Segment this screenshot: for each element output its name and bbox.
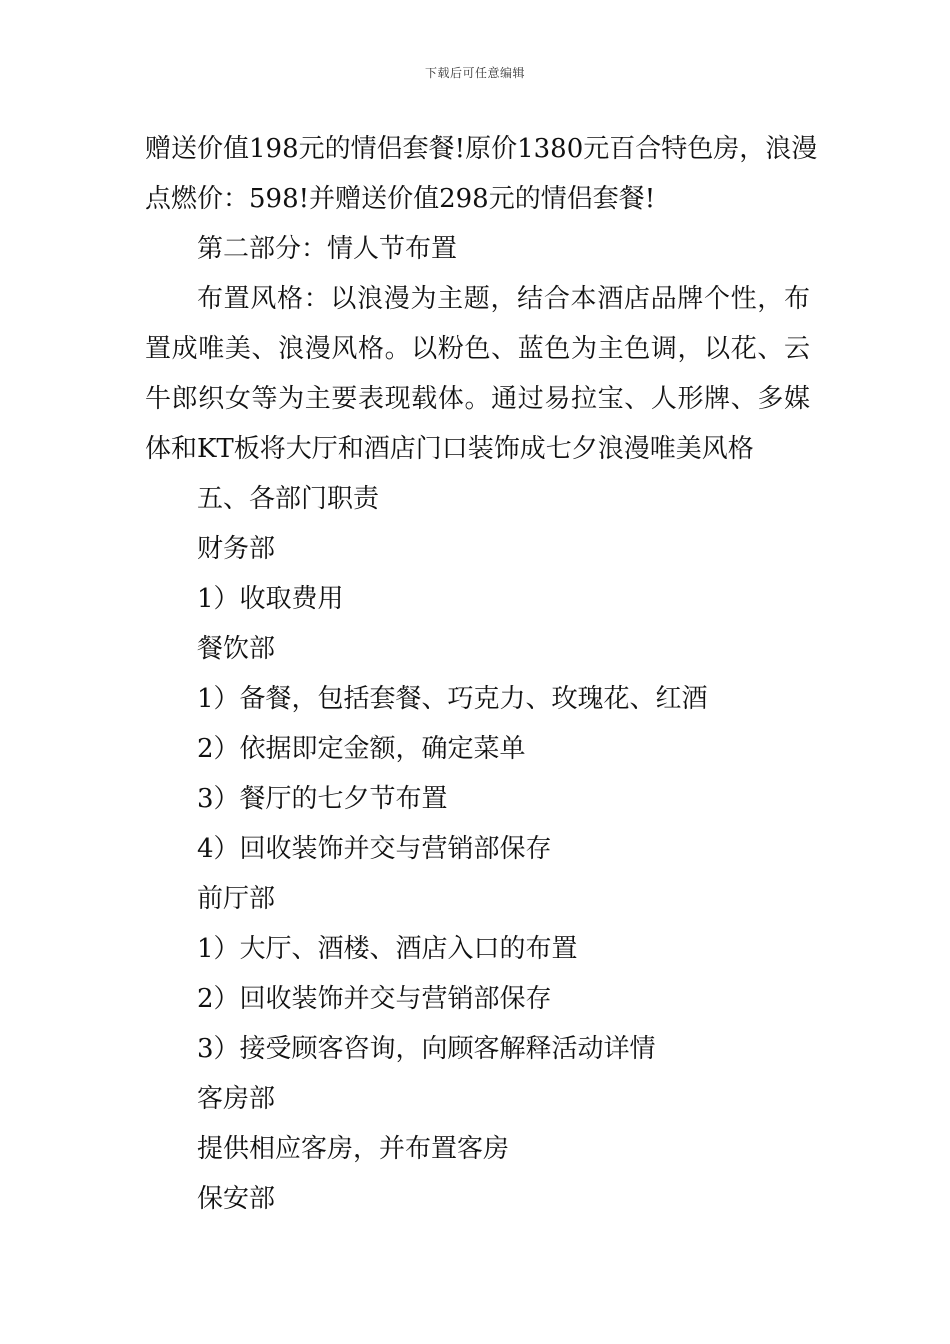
text-line: 提供相应客房，并布置客房: [197, 1134, 510, 1164]
list-item: 3）接受顾客咨询，向顾客解释活动详情: [197, 1034, 656, 1064]
section-heading: 第二部分：情人节布置: [197, 234, 458, 264]
list-item: 2）回收装饰并交与营销部保存: [197, 984, 552, 1014]
department-heading: 餐饮部: [197, 634, 276, 664]
document-body: [145, 124, 818, 1224]
department-heading: 保安部: [197, 1184, 276, 1214]
page-header: 下载后可任意编辑: [424, 66, 525, 80]
list-item: 1）收取费用: [197, 584, 344, 614]
list-item: 1）大厅、酒楼、酒店入口的布置: [197, 934, 578, 964]
text-line: 赠送价值198元的情侣套餐!原价1380元百合特色房，浪漫: [145, 134, 818, 164]
text-line: 布置风格：以浪漫为主题，结合本酒店品牌个性，布: [197, 284, 810, 314]
list-item: 3）餐厅的七夕节布置: [197, 784, 448, 814]
department-heading: 前厅部: [197, 884, 276, 914]
text-line: 置成唯美、浪漫风格。以粉色、蓝色为主色调，以花、云: [145, 334, 810, 364]
text-line: 点燃价：598!并赠送价值298元的情侣套餐!: [145, 184, 656, 214]
text-line: 牛郎织女等为主要表现载体。通过易拉宝、人形牌、多媒: [145, 384, 810, 414]
department-heading: 客房部: [197, 1084, 276, 1114]
list-item: 1）备餐，包括套餐、巧克力、玫瑰花、红酒: [197, 684, 708, 714]
department-heading: 财务部: [197, 534, 276, 564]
section-heading: 五、各部门职责: [197, 484, 380, 514]
text-line: 体和KT板将大厅和酒店门口装饰成七夕浪漫唯美风格: [145, 434, 754, 464]
list-item: 4）回收装饰并交与营销部保存: [197, 834, 552, 864]
list-item: 2）依据即定金额，确定菜单: [197, 734, 526, 764]
